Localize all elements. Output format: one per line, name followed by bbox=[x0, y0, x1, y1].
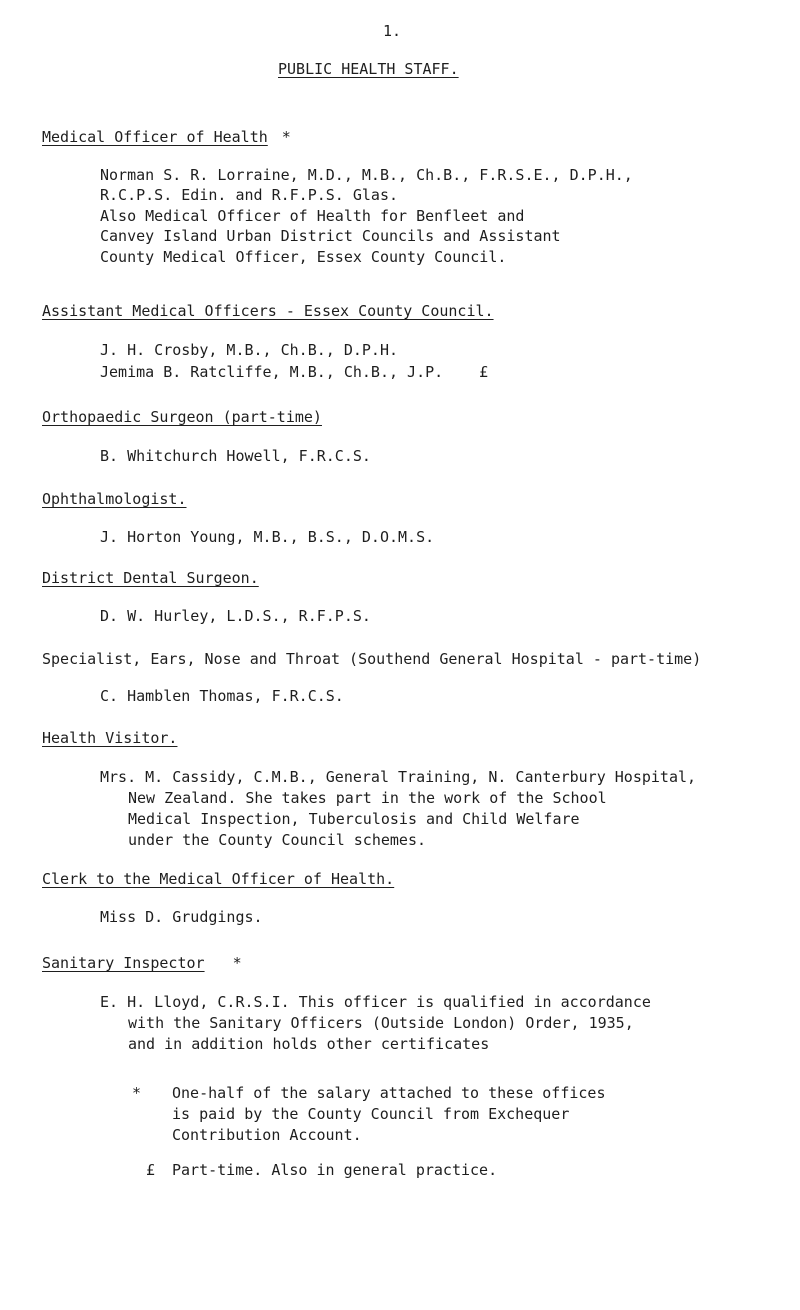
ophth-title: Ophthalmologist. bbox=[42, 490, 187, 508]
hv-line-3: Medical Inspection, Tuberculosis and Child Welfare bbox=[128, 810, 580, 828]
si-line-2: with the Sanitary Officers (Outside London) Order, 1935, bbox=[128, 1014, 634, 1032]
moh-line-3: Also Medical Officer of Health for Benfleet and bbox=[100, 207, 525, 225]
note-star-line-2: is paid by the County Council from Exchequer bbox=[172, 1105, 570, 1123]
note-pound-symbol: £ bbox=[146, 1161, 156, 1179]
moh-line-1: Norman S. R. Lorraine, M.D., M.B., Ch.B., F.R.S.E., D.P.H., bbox=[100, 166, 633, 184]
page-heading: PUBLIC HEALTH STAFF. bbox=[278, 60, 459, 78]
moh-footnote-mark: * bbox=[281, 128, 291, 146]
ortho-line: B. Whitchurch Howell, F.R.C.S. bbox=[100, 447, 371, 465]
si-line-3: and in addition holds other certificates bbox=[128, 1035, 490, 1053]
note-star-symbol: * bbox=[132, 1084, 142, 1102]
amo-line-2: Jemima B. Ratcliffe, M.B., Ch.B., J.P. bbox=[100, 363, 444, 381]
hv-line-1: Mrs. M. Cassidy, C.M.B., General Training, N. Canterbury Hospital, bbox=[100, 768, 697, 786]
note-pound-line: Part-time. Also in general practice. bbox=[172, 1161, 498, 1179]
amo-line-1: J. H. Crosby, M.B., Ch.B., D.P.H. bbox=[100, 341, 399, 359]
clerk-line: Miss D. Grudgings. bbox=[100, 908, 263, 926]
amo-title: Assistant Medical Officers - Essex County Council. bbox=[42, 302, 494, 320]
hv-title: Health Visitor. bbox=[42, 729, 178, 747]
amo-footnote-mark: £ bbox=[479, 363, 489, 381]
hv-line-4: under the County Council schemes. bbox=[128, 831, 427, 849]
note-star-line-1: One-half of the salary attached to these offices bbox=[172, 1084, 606, 1102]
amo-line-2-row bbox=[100, 363, 488, 381]
ortho-title: Orthopaedic Surgeon (part-time) bbox=[42, 408, 322, 426]
moh-title-row bbox=[42, 128, 291, 146]
moh-line-5: County Medical Officer, Essex County Council. bbox=[100, 248, 507, 266]
si-title: Sanitary Inspector bbox=[42, 954, 205, 972]
dental-line: D. W. Hurley, L.D.S., R.F.P.S. bbox=[100, 607, 371, 625]
ophth-line: J. Horton Young, M.B., B.S., D.O.M.S. bbox=[100, 528, 435, 546]
note-star-line-3: Contribution Account. bbox=[172, 1126, 362, 1144]
clerk-title: Clerk to the Medical Officer of Health. bbox=[42, 870, 395, 888]
si-title-row bbox=[42, 954, 242, 972]
moh-line-4: Canvey Island Urban District Councils and Assistant bbox=[100, 227, 561, 245]
page-number: 1. bbox=[383, 22, 402, 40]
ent-line: C. Hamblen Thomas, F.R.C.S. bbox=[100, 687, 344, 705]
ent-title: Specialist, Ears, Nose and Throat (Southend General Hospital - part-time) bbox=[42, 650, 702, 668]
hv-line-2: New Zealand. She takes part in the work of the School bbox=[128, 789, 607, 807]
dental-title: District Dental Surgeon. bbox=[42, 569, 259, 587]
si-line-1: E. H. Lloyd, C.R.S.I. This officer is qualified in accordance bbox=[100, 993, 651, 1011]
moh-title: Medical Officer of Health bbox=[42, 128, 268, 146]
si-footnote-mark: * bbox=[232, 954, 242, 972]
moh-line-2: R.C.P.S. Edin. and R.F.P.S. Glas. bbox=[100, 186, 399, 204]
